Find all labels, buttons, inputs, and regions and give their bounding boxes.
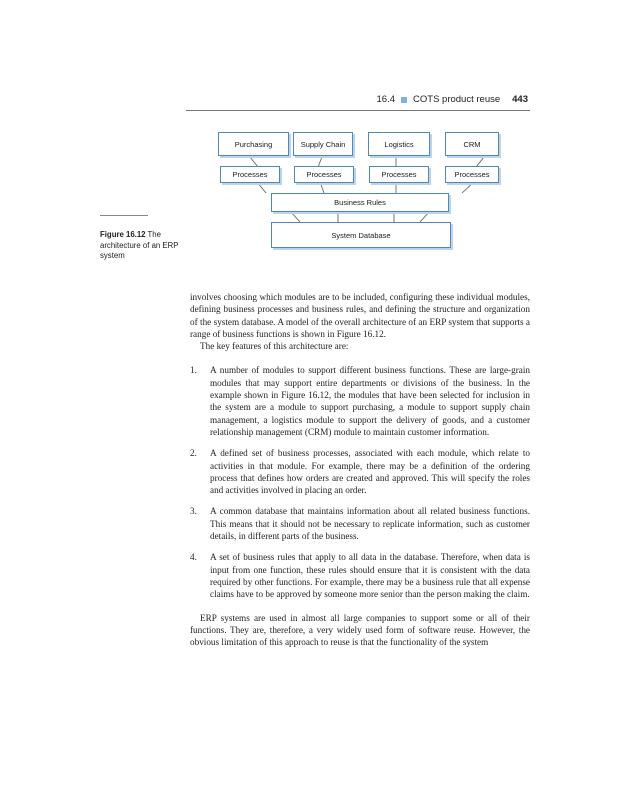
connector-processes1-rules bbox=[257, 182, 266, 193]
page-number: 443 bbox=[512, 94, 528, 105]
connector-processes2-rules bbox=[320, 182, 324, 193]
list-item bbox=[190, 447, 530, 496]
connector-processes4-rules bbox=[462, 182, 474, 193]
module-purchasing: Purchasing bbox=[218, 132, 289, 156]
key-features-paragraph: The key features of this architecture are: bbox=[200, 341, 349, 352]
list-item-text: A set of business rules that apply to all data in the database. Therefore, when data is input from one function, these rules should ensure that it is consistent with the data required by other functions. For example, there may be a business rule that all expense claims have to be approved by someone more senior than the person making the claim. bbox=[210, 552, 530, 600]
intro-paragraph: involves choosing which modules are to be included, configuring these individual modules, defining business processes and business rules, and defining the structure and organization of the system database. A model of the overall architecture of an ERP system that supports a range of business functions is shown in Figure 16.12. bbox=[190, 292, 530, 339]
processes-supply-chain: Processes bbox=[294, 166, 354, 183]
list-item-number: 2. bbox=[190, 448, 197, 459]
list-item-text: A defined set of business processes, associated with each module, which relate to activities in that module. For example, there may be a definition of the ordering process that defines how orders are created and approved. This will specify the roles and activities involved in placing an order. bbox=[210, 448, 530, 496]
processes-crm: Processes bbox=[445, 166, 499, 183]
feature-list bbox=[190, 364, 530, 600]
processes-logistics: Processes bbox=[369, 166, 429, 183]
header-section-title: COTS product reuse bbox=[413, 94, 501, 105]
system-database-box: System Database bbox=[271, 222, 451, 248]
list-item-number: 3. bbox=[190, 506, 197, 517]
caption-rule bbox=[100, 215, 148, 216]
figure-caption-text: The architecture of an ERP system bbox=[100, 230, 179, 260]
processes-purchasing: Processes bbox=[220, 166, 280, 183]
list-item-text: A common database that maintains information about all related business functions. This means that it should not be necessary to replicate information, such as customer details, in different parts of the business. bbox=[210, 506, 530, 542]
figure-number: Figure 16.12 bbox=[100, 230, 146, 239]
body-text bbox=[190, 291, 530, 648]
list-item-text: A number of modules to support different business functions. These are large-grain modules that may support entire departments or divisions of the business. In the example shown in Figure 16.12, the modules that have been selected for inclusion in the system are a module to support purchasing, a module to support supply chain management, a logistics module to support the delivery of goods, and a customer relationship management (CRM) module to maintain customer information. bbox=[210, 365, 530, 437]
connector-rules-db-1 bbox=[290, 211, 300, 222]
connector-rules-db-4 bbox=[420, 211, 430, 222]
erp-architecture-diagram bbox=[0, 0, 618, 260]
module-logistics: Logistics bbox=[368, 132, 430, 156]
module-supply-chain: Supply Chain bbox=[293, 132, 353, 156]
list-item bbox=[190, 551, 530, 600]
figure-caption bbox=[100, 230, 190, 262]
closing-paragraph: ERP systems are used in almost all large companies to support some or all of their functions. They are, therefore, a very widely used form of software reuse. However, the obvious limitation of this approach to reuse is that the functionality of the system bbox=[190, 612, 530, 648]
business-rules-box: Business Rules bbox=[271, 193, 449, 212]
list-item-number: 4. bbox=[190, 552, 197, 563]
diagram-connectors bbox=[0, 0, 618, 260]
list-item bbox=[190, 364, 530, 438]
list-item bbox=[190, 505, 530, 542]
module-crm: CRM bbox=[445, 132, 499, 156]
header-section-number: 16.4 bbox=[376, 94, 396, 105]
list-item-number: 1. bbox=[190, 365, 197, 376]
